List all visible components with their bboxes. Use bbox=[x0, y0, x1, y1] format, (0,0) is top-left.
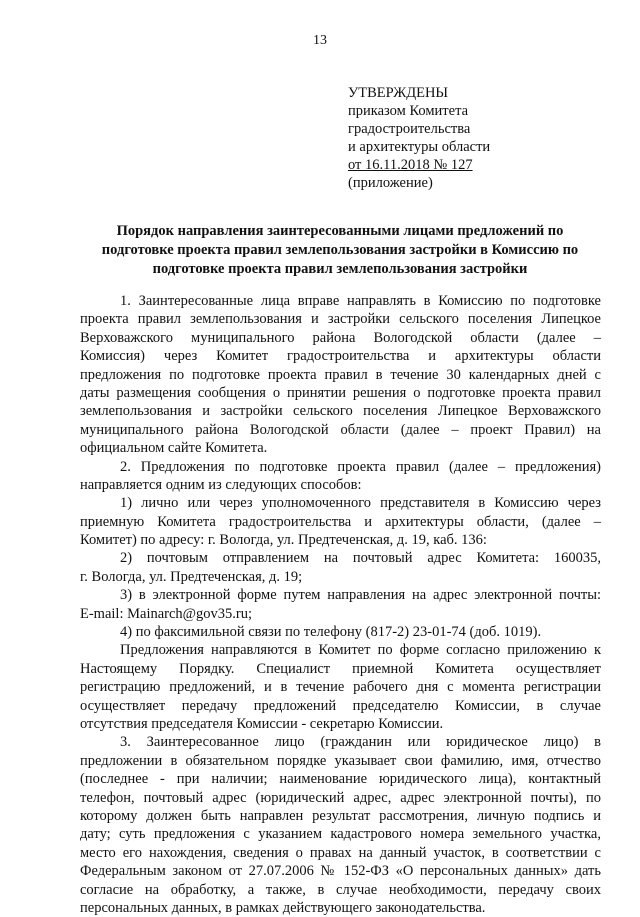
document-body bbox=[80, 292, 601, 917]
body-line: муниципального района Вологодской области (далее – проект Правил) на bbox=[80, 421, 601, 438]
document-title bbox=[80, 222, 600, 279]
body-line: (последнее - при наличии; наименование юридического лица), контактный bbox=[80, 771, 601, 788]
body-line: E-mail: Mainarch@gov35.ru; bbox=[80, 605, 253, 622]
body-line: 2. Предложения по подготовке проекта правил (далее – предложения) bbox=[120, 458, 601, 475]
body-line: которому должен быть направлен результат рассмотрения, личную подпись и bbox=[80, 807, 601, 824]
body-line: 1) лично или через уполномоченного представителя в Комиссию через bbox=[120, 495, 601, 512]
body-line: предложения по подготовке проекта правил в течение 30 календарных дней с bbox=[80, 366, 601, 383]
body-line: Верховажского муниципального района Вологодской области (далее – bbox=[80, 329, 601, 346]
body-line: 2) почтовым отправлением на почтовый адрес Комитета: 160035, bbox=[120, 550, 601, 567]
body-line: даты размещения сообщения о принятии решения о подготовке проекта правил bbox=[80, 384, 601, 401]
body-line: Комиссия) через Комитет градостроительства и архитектуры области bbox=[80, 348, 601, 365]
body-line: г. Вологда, ул. Предтеченская, д. 19; bbox=[80, 568, 303, 585]
approval-line: (приложение) bbox=[348, 175, 433, 191]
title-line: подготовке проекта правил землепользования застройки bbox=[152, 261, 528, 277]
body-line: официальном сайте Комитета. bbox=[80, 440, 268, 457]
approval-line: градостроительства bbox=[348, 121, 471, 137]
body-line: Комитет) по адресу: г. Вологда, ул. Предтеченская, д. 19, каб. 136: bbox=[80, 532, 487, 549]
approval-line: и архитектуры области bbox=[348, 139, 491, 155]
title-line: Порядок направления заинтересованными лицами предложений по bbox=[116, 223, 564, 239]
body-line: дату; суть предложения с указанием кадастрового номера земельного участка, bbox=[80, 826, 601, 843]
body-line: землепользования и застройки сельского поселения Липецкое Верховажского bbox=[80, 403, 601, 420]
approval-line: УТВЕРЖДЕНЫ bbox=[348, 85, 449, 101]
approval-block bbox=[348, 84, 490, 192]
body-line: предложении в обязательном порядке указывает свои фамилию, имя, отчество bbox=[80, 752, 601, 769]
approval-line: приказом Комитета bbox=[348, 103, 469, 119]
body-line: 3. Заинтересованное лицо (гражданин или юридическое лицо) в bbox=[120, 734, 601, 751]
body-line: регистрацию предложений, и в течение рабочего дня с момента регистрации bbox=[80, 679, 601, 696]
body-line: осуществляет передачу предложений председателю Комиссии, в случае bbox=[80, 697, 601, 714]
body-line: Федеральным законом от 27.07.2006 № 152-ФЗ «О персональных данных» дать bbox=[80, 863, 601, 880]
body-line: телефон, почтовый адрес (юридический адрес, адрес электронной почты), по bbox=[80, 789, 601, 806]
approval-date-line: от 16.11.2018 № 127 bbox=[348, 157, 473, 173]
body-line: 1. Заинтересованные лица вправе направлять в Комиссию по подготовке bbox=[120, 293, 601, 309]
body-line: 3) в электронной форме путем направления на адрес электронной почты: bbox=[120, 587, 601, 604]
body-line: персональных данных, в рамках действующего законодательства. bbox=[80, 899, 486, 916]
body-line: отсутствия председателя Комиссии - секретарю Комиссии. bbox=[80, 715, 444, 732]
body-line: приемную Комитета градостроительства и архитектуры области, (далее – bbox=[80, 513, 601, 530]
body-line: проекта правил землепользования и застройки сельского поселения Липецкое bbox=[80, 311, 601, 328]
body-line: 4) по факсимильной связи по телефону (817-2) 23-01-74 (доб. 1019). bbox=[120, 624, 542, 641]
body-line: Предложения направляются в Комитет по форме согласно приложению к bbox=[120, 642, 601, 659]
body-line: направляется одним из следующих способов: bbox=[80, 476, 362, 493]
title-line: подготовке проекта правил землепользования застройки в Комиссию по bbox=[101, 242, 579, 258]
body-line: Настоящему Порядку. Специалист приемной Комитета осуществляет bbox=[80, 660, 601, 677]
body-line: место его нахождения, сведения о правах на данный участок, в соответствии с bbox=[80, 844, 601, 861]
body-line: согласие на обработку, а также, в случае необходимости, передачу своих bbox=[80, 881, 601, 898]
page-number: 13 bbox=[313, 33, 327, 48]
